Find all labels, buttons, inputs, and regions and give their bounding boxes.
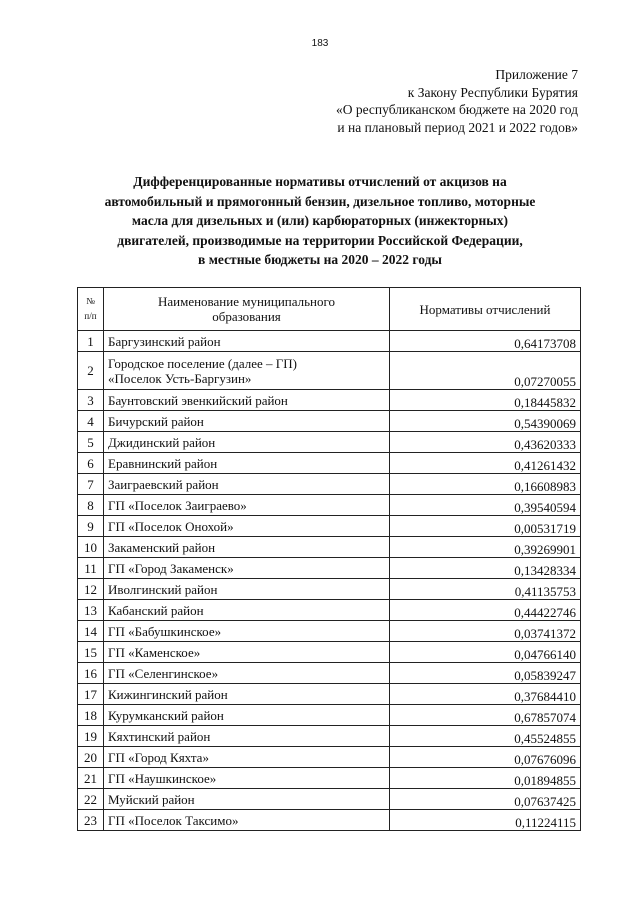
table-row <box>78 768 581 789</box>
column-header-municipality-line: Наименование муниципального <box>157 294 336 309</box>
municipality-name-line: ГП «Наушкинское» <box>108 770 217 786</box>
municipality-name-line: Баргузинский район <box>108 333 221 349</box>
municipality-name-line: ГП «Каменское» <box>108 644 201 660</box>
municipality-name <box>104 684 390 705</box>
municipality-name-line: Баунтовский эвенкийский район <box>108 392 288 408</box>
page-number: 183 <box>311 38 329 49</box>
norm-value: 0,67857074 <box>390 705 581 726</box>
norms-table <box>77 287 581 831</box>
norm-value: 0,41135753 <box>390 579 581 600</box>
appendix-reference <box>336 66 578 136</box>
table-row <box>78 331 581 352</box>
municipality-name <box>104 579 390 600</box>
municipality-name-line: Муйский район <box>108 791 195 807</box>
municipality-name <box>104 474 390 495</box>
row-number: 17 <box>78 684 104 705</box>
row-number: 18 <box>78 705 104 726</box>
municipality-name-line: ГП «Бабушкинское» <box>108 623 222 639</box>
norm-value: 0,16608983 <box>390 474 581 495</box>
norm-value: 0,04766140 <box>390 642 581 663</box>
appendix-line: и на плановый период 2021 и 2022 годов» <box>337 119 578 135</box>
norm-value: 0,07637425 <box>390 789 581 810</box>
norm-value: 0,64173708 <box>390 331 581 352</box>
table-row <box>78 810 581 831</box>
table-row <box>78 579 581 600</box>
municipality-name-line: Бичурский район <box>108 413 204 429</box>
municipality-name <box>104 411 390 432</box>
table-row <box>78 432 581 453</box>
municipality-name <box>104 810 390 831</box>
norm-value: 0,45524855 <box>390 726 581 747</box>
appendix-line: «О республиканском бюджете на 2020 год <box>335 102 578 117</box>
table-row <box>78 558 581 579</box>
norm-value: 0,07676096 <box>390 747 581 768</box>
row-number: 7 <box>78 474 104 495</box>
municipality-name-line: Иволгинский район <box>108 581 218 597</box>
row-number: 14 <box>78 621 104 642</box>
title-line: масла для дизельных и (или) карбюраторных (инжекторных) <box>131 213 509 228</box>
row-number: 22 <box>78 789 104 810</box>
table-row <box>78 663 581 684</box>
table-row <box>78 747 581 768</box>
norm-value: 0,18445832 <box>390 390 581 411</box>
table-body <box>78 331 581 831</box>
row-number: 16 <box>78 663 104 684</box>
norm-value: 0,11224115 <box>390 810 581 831</box>
table-row <box>78 642 581 663</box>
municipality-name-line: Еравнинский район <box>108 455 218 471</box>
table-row <box>78 453 581 474</box>
municipality-name <box>104 516 390 537</box>
municipality-name <box>104 747 390 768</box>
municipality-name <box>104 352 390 390</box>
municipality-name <box>104 495 390 516</box>
municipality-name <box>104 331 390 352</box>
row-number: 4 <box>78 411 104 432</box>
row-number: 8 <box>78 495 104 516</box>
municipality-name-line: Закаменский район <box>108 539 216 555</box>
row-number: 10 <box>78 537 104 558</box>
row-number: 13 <box>78 600 104 621</box>
municipality-name <box>104 642 390 663</box>
row-number: 3 <box>78 390 104 411</box>
municipality-name-line: Курумканский район <box>108 707 224 723</box>
norm-value: 0,13428334 <box>390 558 581 579</box>
municipality-name-line: Джидинский район <box>108 434 216 450</box>
table-row <box>78 621 581 642</box>
municipality-name <box>104 621 390 642</box>
table-row <box>78 726 581 747</box>
column-header-number-symbol: № <box>86 296 95 306</box>
municipality-name <box>104 705 390 726</box>
municipality-name-line: Заиграевский район <box>108 476 219 492</box>
municipality-name <box>104 432 390 453</box>
row-number: 9 <box>78 516 104 537</box>
row-number: 23 <box>78 810 104 831</box>
table-row <box>78 516 581 537</box>
appendix-line: к Закону Республики Бурятия <box>407 84 578 100</box>
row-number: 11 <box>78 558 104 579</box>
norm-value: 0,01894855 <box>390 768 581 789</box>
municipality-name <box>104 390 390 411</box>
row-number: 15 <box>78 642 104 663</box>
row-number: 21 <box>78 768 104 789</box>
row-number: 19 <box>78 726 104 747</box>
table-header-row <box>78 288 581 331</box>
norm-value: 0,41261432 <box>390 453 581 474</box>
appendix-line: Приложение 7 <box>495 67 578 82</box>
table-row <box>78 390 581 411</box>
table-row <box>78 537 581 558</box>
row-number: 12 <box>78 579 104 600</box>
row-number: 6 <box>78 453 104 474</box>
municipality-name-line: ГП «Город Закаменск» <box>108 560 234 576</box>
municipality-name <box>104 789 390 810</box>
municipality-name-line: ГП «Поселок Онохой» <box>108 518 234 534</box>
row-number: 5 <box>78 432 104 453</box>
table-row <box>78 411 581 432</box>
municipality-name-line: ГП «Поселок Таксимо» <box>108 812 239 828</box>
norm-value: 0,39269901 <box>390 537 581 558</box>
municipality-name-line: ГП «Поселок Заиграево» <box>108 497 247 513</box>
municipality-name <box>104 768 390 789</box>
municipality-name <box>104 453 390 474</box>
municipality-name-line: «Поселок Усть-Баргузин» <box>108 370 252 386</box>
norm-value: 0,37684410 <box>390 684 581 705</box>
row-number: 20 <box>78 747 104 768</box>
table-row <box>78 789 581 810</box>
table-row <box>78 684 581 705</box>
municipality-name-line: ГП «Селенгинское» <box>108 665 219 681</box>
norm-value: 0,39540594 <box>390 495 581 516</box>
table-row <box>78 600 581 621</box>
municipality-name <box>104 537 390 558</box>
municipality-name-line: ГП «Город Кяхта» <box>108 749 209 765</box>
row-number: 1 <box>78 331 104 352</box>
document-title <box>0 172 640 270</box>
norm-value: 0,43620333 <box>390 432 581 453</box>
table-row <box>78 474 581 495</box>
table-row <box>78 705 581 726</box>
municipality-name-line: Кяхтинский район <box>108 728 211 744</box>
table-row <box>78 495 581 516</box>
municipality-name-line: Кабанский район <box>108 602 204 618</box>
norm-value: 0,00531719 <box>390 516 581 537</box>
title-line: Дифференцированные нормативы отчислений от акцизов на <box>133 174 507 189</box>
column-header-municipality-line: образования <box>212 309 281 324</box>
municipality-name-line: Городское поселение (далее – ГП) <box>108 355 297 371</box>
municipality-name <box>104 663 390 684</box>
title-line: в местные бюджеты на 2020 – 2022 годы <box>198 252 442 267</box>
municipality-name <box>104 558 390 579</box>
column-header-number <box>78 288 104 331</box>
norm-value: 0,44422746 <box>390 600 581 621</box>
title-line: автомобильный и прямогонный бензин, дизельное топливо, моторные <box>104 193 536 209</box>
title-line: двигателей, производимые на территории Российской Федерации, <box>117 232 523 248</box>
norm-value: 0,05839247 <box>390 663 581 684</box>
row-number: 2 <box>78 352 104 390</box>
column-header-municipality <box>104 288 390 331</box>
column-header-norms: Нормативы отчислений <box>390 288 581 331</box>
norm-value: 0,03741372 <box>390 621 581 642</box>
municipality-name <box>104 600 390 621</box>
municipality-name-line: Кижингинский район <box>108 686 228 702</box>
column-header-number-abbr: п/п <box>84 311 97 321</box>
table-row <box>78 352 581 390</box>
municipality-name <box>104 726 390 747</box>
norm-value: 0,07270055 <box>390 352 581 390</box>
norm-value: 0,54390069 <box>390 411 581 432</box>
